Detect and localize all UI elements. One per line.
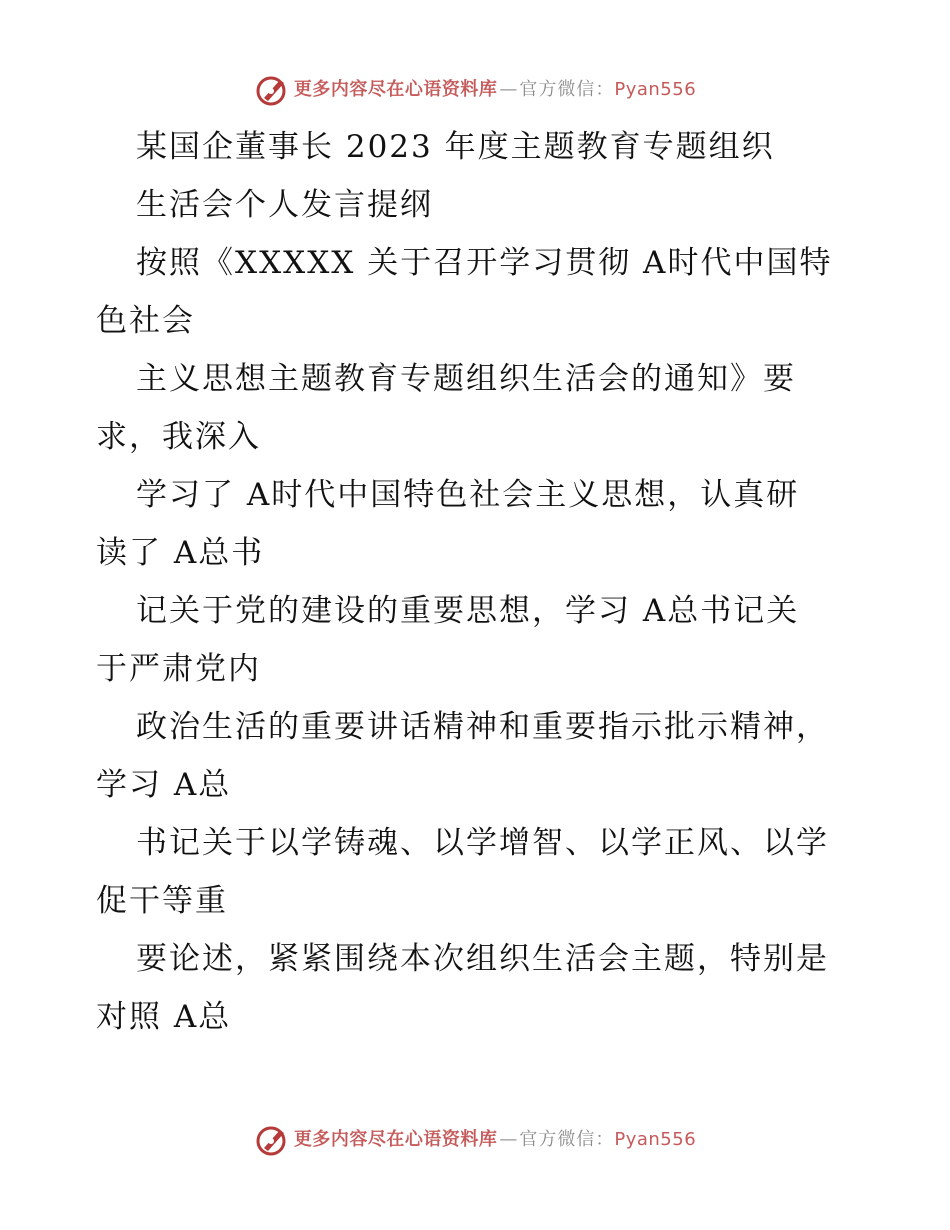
document-line: 学习了 A时代中国特色社会主义思想，认真研	[136, 477, 800, 513]
banner-wechat-label: 官方微信：	[519, 79, 615, 100]
document-line: 记关于党的建设的重要思想，学习 A总书记关	[136, 593, 800, 629]
banner-dash: —	[499, 1129, 518, 1150]
banner-wechat-label: 官方微信：	[519, 1129, 615, 1150]
document-line: 政治生活的重要讲话精神和重要指示批示精神，	[136, 709, 829, 745]
document-line: 要论述，紧紧围绕本次组织生活会主题，特别是	[136, 941, 829, 977]
document-line: 学习 A总	[96, 767, 232, 803]
document-line: 对照 A总	[96, 999, 232, 1035]
document-line: 于严肃党内	[96, 651, 261, 687]
document-line: 书记关于以学铸魂、以学增智、以学正风、以学	[136, 825, 829, 861]
banner-site-name: 更多内容尽在心语资料库	[293, 79, 498, 100]
footer-banner	[0, 1120, 950, 1160]
document-line: 求，我深入	[96, 419, 261, 455]
banner-wechat-id: Pyan556	[614, 1129, 697, 1150]
banner-site-name: 更多内容尽在心语资料库	[293, 1129, 498, 1150]
document-line: 读了 A总书	[96, 535, 265, 571]
pen-logo-icon	[254, 72, 290, 108]
document-line: 某国企董事长 2023 年度主题教育专题组织	[136, 129, 775, 165]
document-line: 按照《XXXXX 关于召开学习贯彻 A时代中国特	[136, 245, 833, 281]
document-line: 生活会个人发言提纲	[136, 187, 433, 223]
document-line: 色社会	[96, 303, 195, 339]
document-line: 主义思想主题教育专题组织生活会的通知》要	[136, 361, 796, 397]
banner-wechat-id: Pyan556	[614, 79, 697, 100]
pen-logo-icon	[254, 1122, 290, 1158]
header-banner	[0, 70, 950, 110]
banner-dash: —	[499, 79, 518, 100]
document-body	[96, 118, 876, 1046]
document-line: 促干等重	[96, 883, 228, 919]
